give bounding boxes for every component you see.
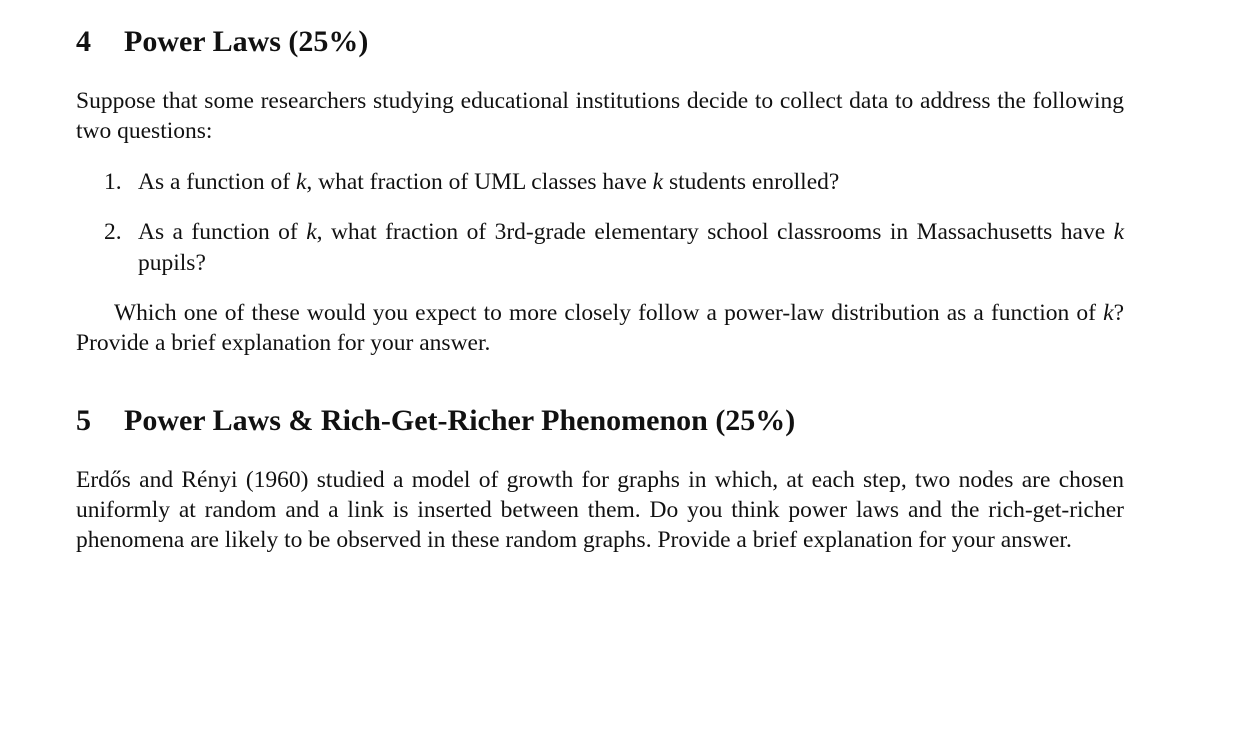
section-5-number: 5 [76, 404, 91, 437]
question-1-text [138, 167, 1124, 198]
question-2-text-part: As a function of [138, 219, 307, 245]
section-4-title: Power Laws (25%) [124, 25, 369, 58]
question-1-text-part: students enrolled? [663, 169, 840, 195]
question-2-text [138, 217, 1124, 279]
section-5-heading [76, 403, 795, 439]
question-2-text-part: , what fraction of 3rd-grade elementary school classrooms in Massachusetts have [316, 219, 1114, 245]
section-5-body: Erdős and Rényi (1960) studied a model of growth for graphs in which, at each step, two nodes are chosen uniformly at random and a link is inserted between them. Do you think power laws and the rich-get-richer phenomena are likely to be observed in these random graphs. Provide a brief explanation for your answer. [76, 467, 1124, 553]
variable-k: k [306, 219, 317, 245]
variable-k: k [1113, 219, 1125, 245]
variable-k: k [295, 169, 307, 195]
question-1 [76, 167, 1124, 198]
variable-k: k [652, 169, 664, 195]
section-4-intro: Suppose that some researchers studying educational institutions decide to collect data to address the following two questions: [76, 88, 1124, 144]
question-2-number: 2. [104, 219, 122, 245]
question-1-text-part: As a function of [138, 169, 296, 195]
question-1-number: 1. [104, 169, 122, 195]
section-4-prompt [76, 298, 1124, 358]
section-4-number: 4 [76, 25, 91, 58]
section-5-title: Power Laws & Rich-Get-Richer Phenomenon (25%) [124, 404, 796, 437]
section-4-heading [76, 24, 368, 60]
prompt-text-part: ? Provide a brief explanation for your answer. [76, 300, 1124, 356]
prompt-text-part: Which one of these would you expect to more closely follow a power-law distribution as a function of [114, 300, 1104, 326]
question-2 [76, 217, 1124, 279]
variable-k: k [1103, 300, 1114, 326]
question-2-text-part: pupils? [138, 250, 206, 276]
question-1-text-part: , what fraction of UML classes have [306, 169, 653, 195]
